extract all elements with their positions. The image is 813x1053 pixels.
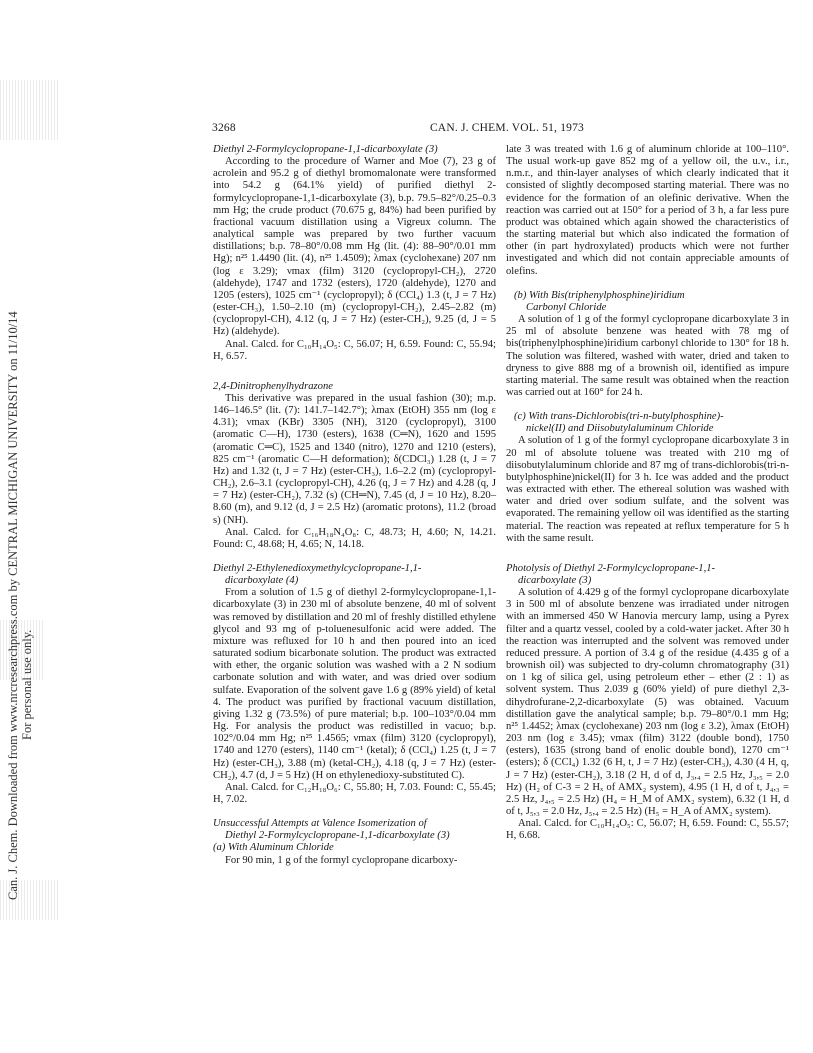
page-number: 3268: [212, 122, 236, 134]
analysis-line: Anal. Calcd. for C₁₀H₁₄O₅: C, 56.07; H, 6.59. Found: C, 55.57; H, 6.68.: [506, 818, 789, 842]
section-heading-cont: dicarboxylate (3): [518, 575, 592, 586]
section-heading: Unsuccessful Attempts at Valence Isomerization of: [213, 818, 427, 830]
section-heading: 2,4-Dinitrophenylhydrazone: [213, 380, 333, 392]
download-watermark: [6, 180, 46, 900]
section-heading-cont: dicarboxylate (4): [225, 575, 299, 587]
left-column: [213, 144, 496, 867]
subsection-heading: (a) With Aluminum Chloride: [213, 842, 334, 854]
paragraph: A solution of 1 g of the formyl cyclopropane dicarboxylate 3 in 20 ml of absolute toluene was treated with 210 mg of diisobutylaluminum chloride and 87 mg of trans-dichlorobis(tri-n-butylphosphine)nickel(II) for 3 h. Ice was added and the product was extracted with ether. The ethereal solution was washed with water and dried over sodium sulfate, and the solvent was evaporated. The remaining yellow oil was identified as the starting material. The reaction was repeated at reflux temperature for 5 h with the same result.: [506, 435, 789, 544]
section-heading: Diethyl 2-Ethylenedioxymethylcyclopropane-1,1-: [213, 563, 422, 574]
subsection-heading-cont: nickel(II) and Diisobutylaluminum Chloride: [526, 423, 714, 435]
subsection-heading: (c) With trans-Dichlorobis(tri-n-butylphosphine)-: [514, 411, 724, 423]
scan-smudge: [0, 80, 60, 140]
watermark-line-1: Can. J. Chem. Downloaded from www.nrcresearchpress.com by CENTRAL MICHIGAN UNIVERSITY on 11/10/14: [6, 311, 20, 900]
analysis-line: Anal. Calcd. for C₁₂H₁₈O₆: C, 55.80; H, 7.03. Found: C, 55.45; H, 7.02.: [213, 781, 496, 805]
subsection-heading-cont: Carbonyl Chloride: [526, 301, 607, 313]
journal-citation: CAN. J. CHEM. VOL. 51, 1973: [429, 122, 584, 134]
right-column: [506, 144, 789, 842]
paragraph: A solution of 1 g of the formyl cyclopropane dicarboxylate 3 in 25 ml of absolute benzene was heated with 78 mg of bis(triphenylphosphine)iridium carbonyl chloride to 130° for 18 h. The solution was filtered, washed with water, dried and taken to dryness to give 888 mg of a brownish oil, identified as impure starting material. The same result was obtained when the reaction was carried out at 160° for 24 h.: [506, 314, 789, 398]
section-heading-cont: Diethyl 2-Formylcyclopropane-1,1-dicarboxylate (3): [225, 830, 450, 842]
analysis-line: Anal. Calcd. for C₁₆H₁₈N₄O₈: C, 48.73; H, 4.60; N, 14.21. Found: C, 48.68; H, 4.65; N, 14.18.: [213, 526, 496, 550]
watermark-line-2: For personal use only.: [20, 629, 34, 740]
paragraph: For 90 min, 1 g of the formyl cyclopropane dicarboxy-: [225, 854, 458, 866]
paragraph: From a solution of 1.5 g of diethyl 2-formylcyclopropane-1,1-dicarboxylate (3) in 230 ml of absolute benzene, 40 ml of solvent was removed by distillation and 20 ml of freshly distilled ethylene glycol and 93 mg of p-toluenesulfonic acid were added. The mixture was refluxed for 10 h and then poured into an iced saturated sodium bicarbonate solution. The product was extracted with ether, the organic solution was washed with a 2 N sodium carbonate solution and with water, and was dried over sodium sulfate. Evaporation of the solvent gave 1.6 g (89% yield) of ketal 4. The product was purified by fractional vacuum distillation, giving 1.32 g (73.5%) of pure material; b.p. 100–103°/0.04 mm Hg. For analysis the product was redistilled in vacuo; b.p. 102°/0.04 mm Hg; n²⁵ 1.4565; νmax (film) 3120 (cyclopropyl), 1740 and 1270 (esters), 1140 cm⁻¹ (ketal); δ (CCl₄) 1.25 (t, J = 7 Hz) (ester-CH₃), 3.88 (m) (ketal-CH₂), 4.18 (q, J = 7 Hz) (ester-CH₂), 4.7 (d, J = 5 Hz) (H on ethylenedioxy-substituted C).: [213, 587, 496, 781]
section-heading: Diethyl 2-Formylcyclopropane-1,1-dicarboxylate (3): [213, 144, 438, 155]
paragraph: According to the procedure of Warner and Moe (7), 23 g of acrolein and 95.2 g of diethyl bromomalonate were transformed into 54.2 g (64.1% yield) of purified diethyl 2-formylcyclopropane-1,1-dicarboxylate (3), b.p. 79.5–82°/0.25–0.3 mm Hg; the crude product (70.675 g, 84%) had been purified by fractional vacuum distillation using a Vigreux column. The analytical sample was prepared by two further vacuum distillations; b.p. 78–80°/0.08 mm Hg (lit. (4): 88–90°/0.01 mm Hg); n²⁵ 1.4490 (lit. (4), n²⁵ 1.4509); λmax (cyclohexane) 207 nm (log ε 3.29); νmax (film) 3120 (cyclopropyl-CH₂), 2720 (aldehyde), 1747 and 1732 (esters), 1720 (aldehyde), 1270 and 1205 (esters), 1025 cm⁻¹ (cyclopropyl); δ (CCl₄) 1.3 (t, J = 7 Hz) (ester-CH₃), 1.50–2.10 (m) (cyclopropyl-CH₂), 2.45–2.82 (m) (cyclopropyl-CH), 4.12 (q, J = 7 Hz) (ester-CH₂), 9.25 (d, J = 5 Hz) (aldehyde).: [213, 156, 496, 338]
subsection-heading: (b) With Bis(triphenylphosphine)iridium: [514, 289, 685, 301]
analysis-line: Anal. Calcd. for C₁₀H₁₄O₅: C, 56.07; H, 6.59. Found: C, 55.94; H, 6.57.: [213, 338, 496, 362]
paragraph: This derivative was prepared in the usual fashion (30); m.p. 146–146.5° (lit. (7): 141.7–142.7°); λmax (EtOH) 355 nm (log ε 4.31); νmax (KBr) 3305 (NH), 3120 (cyclopropyl), 3100 (aromatic C—H), 1730 (esters), 1638 (C═N), 1620 and 1595 (aromatic C═C), 1525 and 1340 (nitro), 1270 and 1210 (esters), 825 cm⁻¹ (aromatic C—H deformation); δ(CDCl₃) 1.28 (t, J = 7 Hz) and 1.32 (t, J = 7 Hz) (ester-CH₃), 1.6–2.2 (m) (cyclopropyl-CH₂), 2.6–3.1 (cyclopropyl-CH), 4.26 (q, J = 7 Hz) and 4.28 (q, J = 7 Hz) (ester-CH₂), 7.32 (s) (CH═N), 7.45 (d, J = 10 Hz), 8.20–8.60 (m), and 9.12 (d, J = 2.5 Hz) (aromatic protons), 11.2 (broad s) (NH).: [213, 392, 496, 526]
paragraph: late 3 was treated with 1.6 g of aluminum chloride at 100–110°. The usual work-up gave 852 mg of a yellow oil, the u.v., i.r., n.m.r., and thin-layer analyses of which clearly indicated that it consisted of slightly decomposed starting material. There was no evidence for the formation of an olefinic derivative. When the reaction was carried out at 150° for a period of 3 h, a far less pure product was obtained which again showed the characteristics of the starting material but which also indicated the formation of other (in part hydroxylated) products which were not further investigated and which did not contain appreciable amounts of olefins.: [506, 144, 789, 277]
section-heading: Photolysis of Diethyl 2-Formylcyclopropane-1,1-: [506, 562, 716, 574]
paragraph: A solution of 4.429 g of the formyl cyclopropane dicarboxylate 3 in 500 ml of absolute benzene was irradiated under nitrogen with an immersed 450 W Hanovia mercury lamp, using a Pyrex filter and a quartz vessel, cooled by a cold-water jacket. After 30 h the reaction was interrupted and the solvent was removed under reduced pressure. A portion of 3.4 g of the residue (4.435 g of a brownish oil) was subjected to dry-column chromatography (31) on 1 kg of silica gel, using petroleum ether – ether (2 : 1) as solvent system. Thus 2.039 g (60% yield) of pure diethyl 2,3-dihydrofurane-2,2-dicarboxylate (5) was obtained. Vacuum distillation gave the analytical sample; b.p. 79–80°/0.1 mm Hg; n²⁵ 1.4452; λmax (cyclohexane) 203 nm (log ε 3.2), λmax (EtOH) 203 nm (log ε 3.45); νmax (film) 3122 (double bond), 1750 (esters), 1635 (strong band of enolic double bond), 1270 cm⁻¹ (esters); δ (CCl₄) 1.32 (6 H, t, J = 7 Hz) (ester-CH₃), 4.30 (4 H, q, J = 7 Hz) (ester-CH₂), 3.18 (2 H, d of d, J₃,₄ = 2.5 Hz, J₃,₅ = 2.0 Hz) (H₂ of C-3 = 2 Hₓ of AMX₂ system), 4.95 (1 H, d of t, J₄,₃ = 2.5 Hz, J₄,₅ = 2.5 Hz) (H₄ = H_M of AMX₂ system), 6.32 (1 H, d of t, J₅,₃ = 2.0 Hz, J₅,₄ = 2.5 Hz) (H₅ = H_A of AMX₂ system).: [506, 587, 789, 817]
